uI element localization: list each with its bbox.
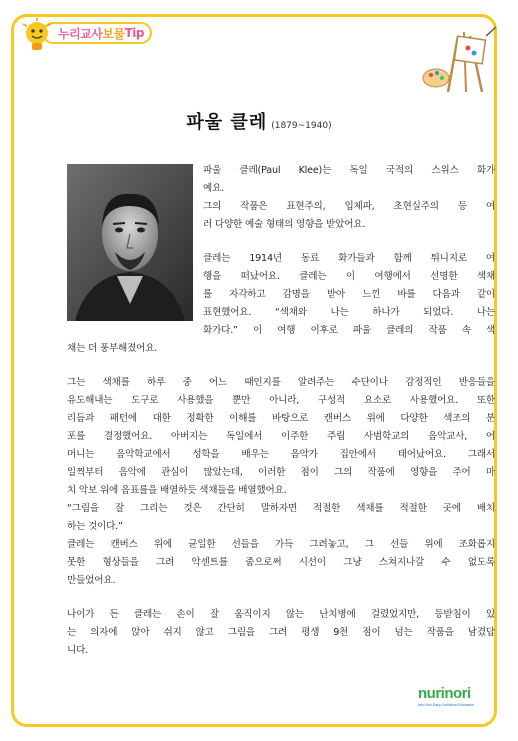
later-line-3: 니다. [67,645,88,656]
nurinori-logo [418,686,492,712]
color-line-1: 그는 색채를 하루 중 어느 때인지를 알려주는 수단이나 감정적인 반응들을 [67,377,495,388]
intro-line-1: 파울 클레(Paul Klee)는 독일 국적의 스위스 화가 [203,165,495,176]
canvas-line-3: 만들었어요. [67,575,116,586]
tunisia-line-1: 클레는 1914년 동료 화가들과 함께 튀니지로 여 [203,253,495,264]
title-row [0,108,518,134]
color-line-3: 리듬과 패턴에 대한 정확한 이해를 바탕으로 캔버스 위에 다양한 색조의 분 [67,413,495,424]
color-line-4: 포를 결정했어요. 아버지는 독일에서 이주한 주립 사범학교의 음악교사, 어 [67,431,495,442]
style-line-2: 러 다양한 예술 형태의 영향을 받았어요. [203,219,366,230]
title-years: (1879~1940) [271,121,332,131]
color-line-5: 머니는 음악학교에서 성학을 배우는 음악가 집안에서 태어났어요. 그래서 [67,449,495,460]
header-badge [20,18,152,48]
logo-text: nurinori [418,685,471,702]
later-line-2: 는 의자에 앉아 쉬지 않고 그림을 그려 평생 9천 점이 넘는 작품을 남겼답 [67,627,495,638]
lightbulb-icon [20,18,54,54]
tunisia-line-4: 표현했어요. “색채와 나는 하나가 되었다. 나는 [203,307,495,318]
tunisia-line-2: 행을 떠났어요. 클레는 이 여행에서 선명한 색채 [203,271,495,282]
color-line-6: 일찍부터 음악에 관심이 많았는데, 이러한 점이 그의 작품에 영향을 주어 마 [67,467,495,478]
later-line-1: 나이가 든 클레는 손이 잘 움직이지 않는 난치병에 걸렸었지만, 등받침이 있 [67,609,495,620]
quote-line-1: “그림을 잘 그리는 것은 간단히 말하자면 적절한 색채를 적절한 곳에 배치 [67,503,495,514]
page-title: 파울 클레 [186,112,268,133]
color-line-7: 치 악보 위에 음표를을 배열하듯 색채들을 배열했어요. [67,485,287,496]
color-line-2: 유도해내는 도구로 사용했을 뿐만 아니라, 구성적 요소로 사용했어요. 또한 [67,395,495,406]
tunisia-line-5: 화가다.” 이 여행 이후로 파울 클레의 작품 속 색 [203,325,495,336]
easel-icon [420,26,500,96]
canvas-line-1: 클레는 캔버스 위에 균일한 선들을 가득 그려놓고, 그 선들 위에 조화롭지 [67,539,495,550]
quote-line-2: 하는 것이다.” [67,521,123,532]
intro-line-2: 예요. [203,183,224,194]
canvas-line-2: 못한 형상들을 그려 악센트를 줌으로써 시선이 그냥 스쳐지나갈 수 없도록 [67,557,495,568]
tunisia-line-3: 를 자각하고 감명을 받아 느낀 바를 다음과 같이 [203,289,495,300]
style-line-1: 그의 작품은 표현주의, 입체파, 초현실주의 등 여 [203,201,495,212]
tunisia-line-6: 채는 더 풍부해졌어요. [67,343,158,354]
logo-subtext: Nuri Nori Early Childhood Education [418,703,475,707]
portrait-photo [67,164,193,321]
badge-label: 누리교사 보물 Tip [42,22,152,44]
